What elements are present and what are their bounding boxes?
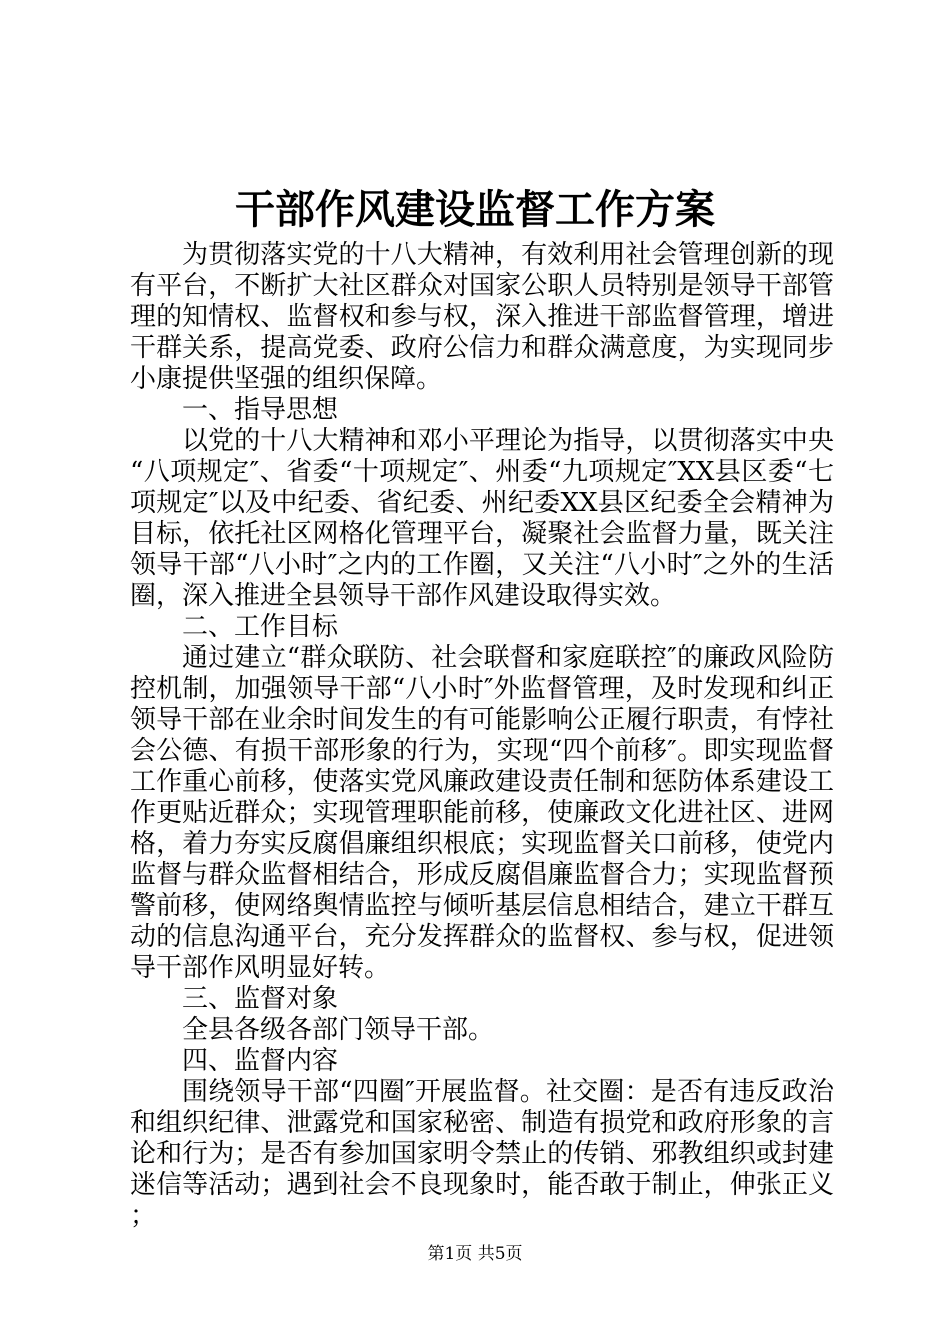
- document-title: 干部作风建设监督工作方案: [235, 186, 715, 233]
- section-paragraph-work-goals: 通过建立“群众联防、社会联督和家庭联控″的廉政风险防控机制，加强领导干部“八小时″外监督管理，及时发现和纠正领导干部在业余时间发生的有可能影响公正履行职责，有悖社会公德、有损干部形象的行为，实现“四个前移″。即实现监督工作重心前移，使落实党风廉政建设责任制和惩防体系建设工作更贴近群众；实现管理职能前移，使廉政文化进社区、进网格，着力夯实反腐倡廉组织根底；实现监督关口前移，使党内监督与群众监督相结合，形成反腐倡廉监督合力；实现监督预警前移，使网络舆情监控与倾听基层信息相结合，建立干群互动的信息沟通平台，充分发挥群众的监督权、参与权，促进领导干部作风明显好转。: [130, 643, 834, 983]
- section-paragraph-guiding-ideology: 以党的十八大精神和邓小平理论为指导，以贯彻落实中央“八项规定″、省委“十项规定″、州委“九项规定″XX县区委“七项规定″以及中纪委、省纪委、州纪委XX县区纪委全会精神为目标，依托社区网格化管理平台，凝聚社会监督力量，既关注领导干部“八小时″之内的工作圈，又关注“八小时″之外的生活圈，深入推进全县领导干部作风建设取得实效。: [130, 426, 834, 611]
- section-heading-guiding-ideology: 一、指导思想: [182, 395, 339, 425]
- document-body: [130, 240, 834, 1232]
- section-heading-supervision-content: 四、监督内容: [182, 1046, 339, 1076]
- section-paragraph-supervision-targets: 全县各级各部门领导干部。: [182, 1015, 495, 1045]
- page-number-footer: 第1页 共5页: [427, 1244, 523, 1264]
- section-paragraph-supervision-content: 围绕领导干部“四圈″开展监督。社交圈：是否有违反政治和组织纪律、泄露党和国家秘密、制造有损党和政府形象的言论和行为；是否有参加国家明令禁止的传销、邪教组织或封建迷信等活动；遇到社会不良现象时，能否敢于制止，伸张正义；: [130, 1077, 834, 1231]
- section-heading-work-goals: 二、工作目标: [182, 612, 339, 642]
- intro-paragraph: 为贯彻落实党的十八大精神，有效利用社会管理创新的现有平台，不断扩大社区群众对国家公职人员特别是领导干部管理的知情权、监督权和参与权，深入推进干部监督管理，增进干群关系，提高党委、政府公信力和群众满意度，为实现同步小康提供坚强的组织保障。: [130, 240, 834, 394]
- section-heading-supervision-targets: 三、监督对象: [182, 984, 339, 1014]
